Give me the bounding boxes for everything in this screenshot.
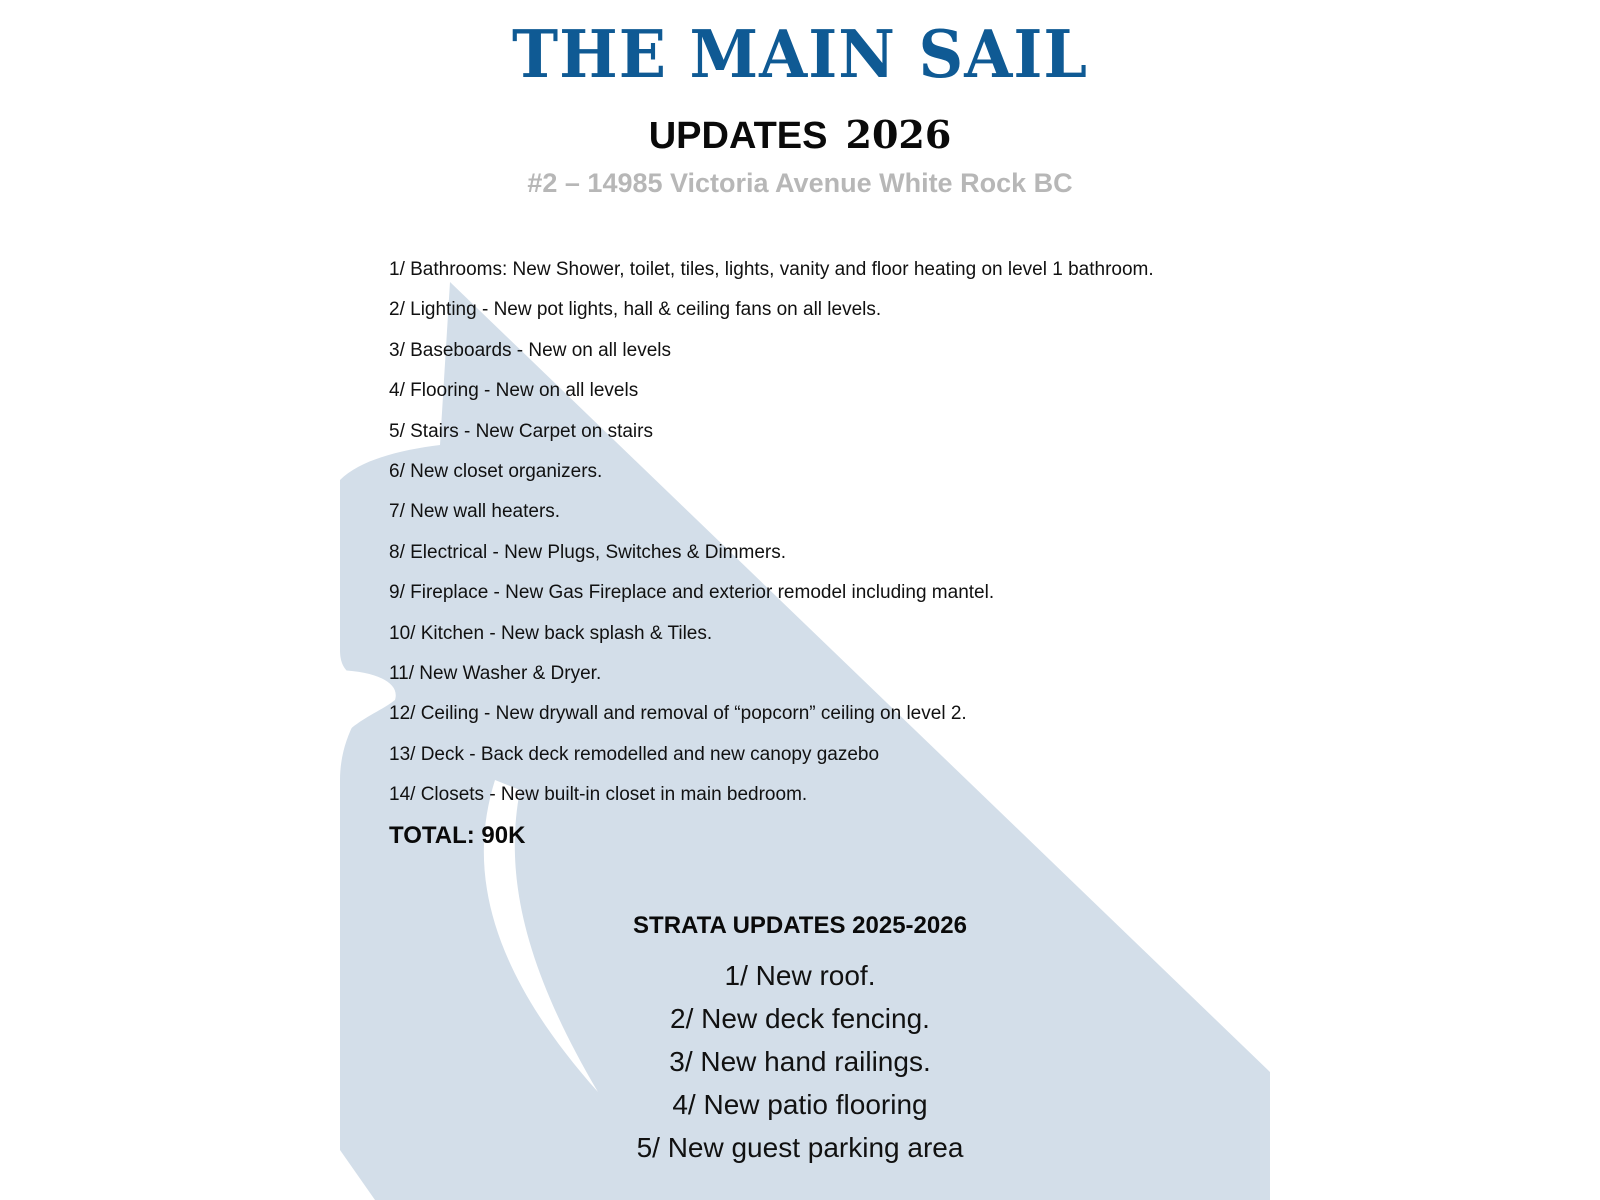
list-item: 8/ Electrical - New Plugs, Switches & Dimmers. [389,541,786,563]
list-item: 7/ New wall heaters. [389,501,561,523]
page-subtitle [0,112,1600,158]
list-item: 5/ New guest parking area [636,1132,964,1163]
list-item: 2/ New deck fencing. [670,1003,930,1034]
list-item: 1/ Bathrooms: New Shower, toilet, tiles, lights, vanity and floor heating on level 1 bathroom. [389,259,1154,280]
list-item: 9/ Fireplace - New Gas Fireplace and exterior remodel including mantel. [389,582,995,604]
page-title: THE MAIN SAIL [511,16,1089,93]
list-item: 2/ Lighting - New pot lights, hall & ceiling fans on all levels. [389,299,882,321]
list-item: 10/ Kitchen - New back splash & Tiles. [389,622,713,644]
updates-list [389,256,1154,821]
list-item: 14/ Closets - New built-in closet in main bedroom. [389,784,808,806]
list-item: 3/ New hand railings. [669,1046,931,1077]
list-item: 13/ Deck - Back deck remodelled and new canopy gazebo [389,743,880,765]
subtitle-label: UPDATES [648,115,828,157]
list-item: 4/ New patio flooring [672,1089,928,1120]
property-address: #2 – 14985 Victoria Avenue White Rock BC [527,168,1073,198]
list-item: 12/ Ceiling - New drywall and removal of “popcorn” ceiling on level 2. [389,703,967,725]
subtitle-year: 2026 [845,112,952,157]
list-item: 11/ New Washer & Dryer. [389,662,602,684]
total-cost: TOTAL: 90K [389,822,526,849]
strata-heading: STRATA UPDATES 2025-2026 [633,912,967,939]
list-item: 1/ New roof. [724,960,876,991]
strata-list [0,956,1600,1171]
list-item: 5/ Stairs - New Carpet on stairs [389,420,653,442]
list-item: 3/ Baseboards - New on all levels [389,339,671,361]
list-item: 6/ New closet organizers. [389,460,603,482]
list-item: 4/ Flooring - New on all levels [389,380,639,402]
